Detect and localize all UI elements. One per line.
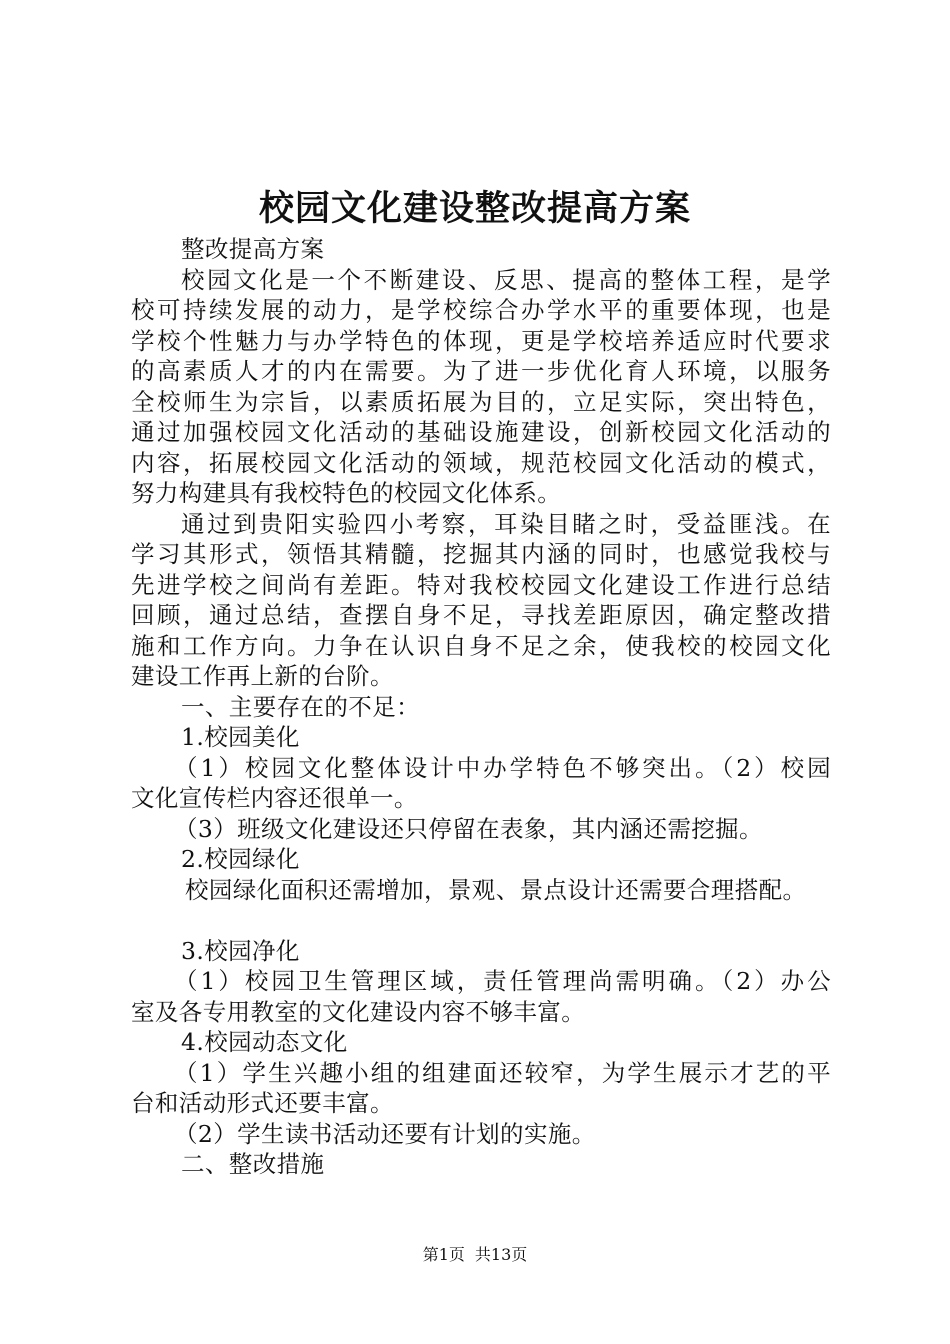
body-line: 二、整改措施: [181, 1150, 325, 1178]
body-line: 一、主要存在的不足：: [181, 692, 420, 721]
body-line: （2）学生读书活动还要有计划的实施。: [174, 1119, 596, 1148]
body-line: 全校师生为宗旨，以素质拓展为目的，立足实际，突出特色，: [131, 387, 831, 416]
body-line: 回顾，通过总结，查摆自身不足，寻找差距原因，确定整改措: [131, 601, 831, 629]
document-body: [131, 234, 831, 1180]
blank-line: [131, 905, 831, 936]
body-line: （3）班级文化建设还只停留在表象，其内涵还需挖掘。: [174, 814, 763, 843]
body-line: 4.校园动态文化: [181, 1028, 348, 1056]
body-line: 努力构建具有我校特色的校园文化体系。: [131, 479, 562, 507]
body-line: 校园文化是一个不断建设、反思、提高的整体工程，是学: [181, 265, 831, 294]
page-number: 第1页: [422, 1245, 465, 1264]
page-total: 共13页: [474, 1245, 528, 1264]
body-line: 通过加强校园文化活动的基础设施建设，创新校园文化活动的: [131, 418, 831, 446]
body-line: 施和工作方向。力争在认识自身不足之余，使我校的校园文化: [131, 631, 831, 660]
body-line: （1）学生兴趣小组的组建面还较窄，为学生展示才艺的平: [174, 1058, 831, 1087]
body-line: 1.校园美化: [181, 723, 300, 751]
body-line: 3.校园净化: [181, 936, 300, 965]
body-line: 文化宣传栏内容还很单一。: [131, 784, 418, 812]
body-line: 整改提高方案: [181, 235, 325, 263]
body-line: 学校个性魅力与办学特色的体现，更是学校培养适应时代要求: [131, 326, 831, 355]
body-line: 内容，拓展校园文化活动的领域，规范校园文化活动的模式，: [131, 448, 831, 477]
body-line: 学习其形式，领悟其精髓，挖掘其内涵的同时，也感觉我校与: [131, 540, 831, 568]
body-line: 室及各专用教室的文化建设内容不够丰富。: [131, 997, 586, 1026]
body-line: 校园绿化面积还需增加，景观、景点设计还需要合理搭配。: [185, 875, 807, 904]
body-line: 2.校园绿化: [181, 845, 300, 873]
body-line: （1）校园文化整体设计中办学特色不够突出。（2）校园: [174, 753, 831, 782]
body-line: 台和活动形式还要丰富。: [131, 1089, 394, 1117]
body-line: 先进学校之间尚有差距。特对我校校园文化建设工作进行总结: [131, 570, 831, 599]
page-footer: [0, 1245, 950, 1265]
body-line: 校可持续发展的动力，是学校综合办学水平的重要体现，也是: [131, 296, 831, 324]
document-title: 校园文化建设整改提高方案: [258, 188, 691, 229]
body-line: 的高素质人才的内在需要。为了进一步优化育人环境，以服务: [131, 357, 831, 385]
body-line: （1）校园卫生管理区域，责任管理尚需明确。（2）办公: [174, 967, 831, 995]
body-line: 通过到贵阳实验四小考察，耳染目睹之时，受益匪浅。在: [181, 509, 831, 538]
body-line: 建设工作再上新的台阶。: [131, 662, 394, 690]
